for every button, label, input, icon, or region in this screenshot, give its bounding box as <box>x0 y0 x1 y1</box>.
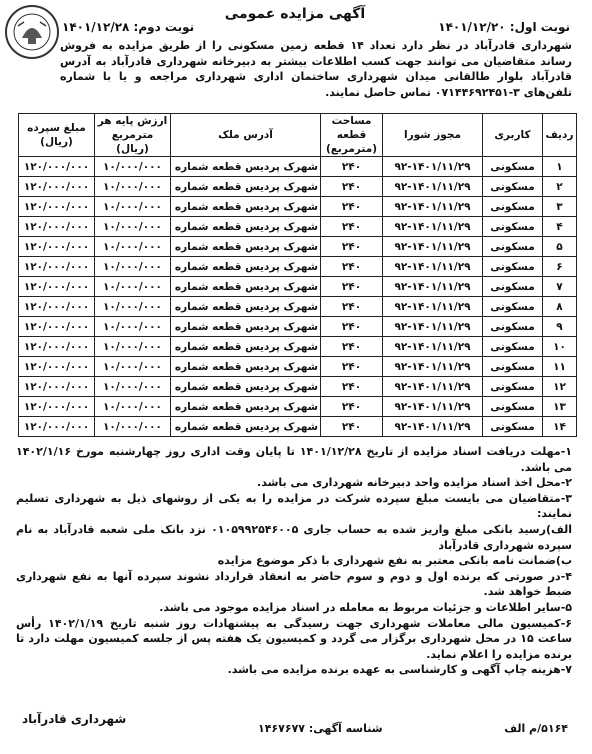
conditions-list <box>16 444 572 678</box>
condition-item: ۲-محل اخذ اسناد مزایده واحد دبیرخانه شهرداری می باشد. <box>257 476 572 490</box>
cell-row-number: ۳ <box>543 197 577 217</box>
lots-table <box>18 113 577 437</box>
header-area: مساحت قطعه (مترمربع) <box>321 114 383 157</box>
cell-row-number: ۱۲ <box>543 377 577 397</box>
cell-base-value: ۱۰/۰۰۰/۰۰۰ <box>95 177 171 197</box>
cell-area: ۲۴۰ <box>321 257 383 277</box>
cell-council-permit: ۹۲-۱۴۰۱/۱۱/۲۹ <box>383 257 483 277</box>
table-row <box>19 237 577 257</box>
condition-item: ۶-کمیسیون مالی معاملات شهرداری جهت رسیدگی به پیشنهادات روز شنبه تاریخ ۱۴۰۲/۱/۱۹ رأس ساعت ۱۵ در محل شهرداری برگزار می گردد و کمیسیون یک هفته پس از جلسه کمیسیون مهلت دارد تا برنده مزایده را اعلام نماید. <box>16 616 573 661</box>
cell-address: شهرک پردیس قطعه شماره <box>171 297 321 317</box>
table-row <box>19 217 577 237</box>
cell-deposit: ۱۲۰/۰۰۰/۰۰۰ <box>19 217 95 237</box>
cell-area: ۲۴۰ <box>321 417 383 437</box>
cell-base-value: ۱۰/۰۰۰/۰۰۰ <box>95 377 171 397</box>
cell-council-permit: ۹۲-۱۴۰۱/۱۱/۲۹ <box>383 397 483 417</box>
cell-usage: مسکونی <box>483 257 543 277</box>
cell-base-value: ۱۰/۰۰۰/۰۰۰ <box>95 297 171 317</box>
cell-usage: مسکونی <box>483 397 543 417</box>
cell-row-number: ۱۰ <box>543 337 577 357</box>
cell-address: شهرک پردیس قطعه شماره <box>171 417 321 437</box>
header-deposit: مبلغ سپرده (ریال) <box>19 114 95 157</box>
cell-usage: مسکونی <box>483 157 543 177</box>
cell-council-permit: ۹۲-۱۴۰۱/۱۱/۲۹ <box>383 317 483 337</box>
cell-council-permit: ۹۲-۱۴۰۱/۱۱/۲۹ <box>383 197 483 217</box>
cell-row-number: ۱۳ <box>543 397 577 417</box>
header-base-value: ارزش پایه هر مترمربع (ریال) <box>95 114 171 157</box>
cell-usage: مسکونی <box>483 297 543 317</box>
table-header-row <box>19 114 577 157</box>
cell-area: ۲۴۰ <box>321 337 383 357</box>
header-address: آدرس ملک <box>171 114 321 157</box>
condition-item: ۴-در صورتی که برنده اول و دوم و سوم حاضر به انعقاد قرارداد نشوند سپرده آنها به نفع شهرداری ضبط خواهد شد. <box>16 569 572 599</box>
cell-council-permit: ۹۲-۱۴۰۱/۱۱/۲۹ <box>383 217 483 237</box>
cell-base-value: ۱۰/۰۰۰/۰۰۰ <box>95 337 171 357</box>
table-row <box>19 317 577 337</box>
cell-address: شهرک پردیس قطعه شماره <box>171 317 321 337</box>
cell-address: شهرک پردیس قطعه شماره <box>171 197 321 217</box>
table-row <box>19 417 577 437</box>
condition-item: ۳-متقاضیان می بایست مبلغ سپرده شرکت در مزایده را به یکی از روشهای ذیل به شهرداری تسلیم نمایند: <box>16 491 572 521</box>
table-row <box>19 397 577 417</box>
condition-item: الف)رسید بانکی مبلغ واریز شده به حساب جاری ۰۱۰۵۹۹۲۵۴۶۰۰۵ نزد بانک ملی شعبه قادرآباد به نام سپرده شهرداری قادرآباد <box>16 522 572 552</box>
cell-address: شهرک پردیس قطعه شماره <box>171 377 321 397</box>
reference-number: ۵۱۶۴/م الف <box>504 722 568 735</box>
cell-area: ۲۴۰ <box>321 377 383 397</box>
cell-address: شهرک پردیس قطعه شماره <box>171 277 321 297</box>
cell-base-value: ۱۰/۰۰۰/۰۰۰ <box>95 397 171 417</box>
cell-council-permit: ۹۲-۱۴۰۱/۱۱/۲۹ <box>383 277 483 297</box>
cell-council-permit: ۹۲-۱۴۰۱/۱۱/۲۹ <box>383 417 483 437</box>
cell-deposit: ۱۲۰/۰۰۰/۰۰۰ <box>19 177 95 197</box>
cell-base-value: ۱۰/۰۰۰/۰۰۰ <box>95 357 171 377</box>
municipality-seal-icon <box>4 4 60 60</box>
condition-item: ۵-سایر اطلاعات و جزئیات مربوط به معامله در اسناد مزایده موجود می باشد. <box>159 600 572 614</box>
cell-usage: مسکونی <box>483 377 543 397</box>
cell-council-permit: ۹۲-۱۴۰۱/۱۱/۲۹ <box>383 337 483 357</box>
cell-row-number: ۵ <box>543 237 577 257</box>
cell-council-permit: ۹۲-۱۴۰۱/۱۱/۲۹ <box>383 177 483 197</box>
cell-deposit: ۱۲۰/۰۰۰/۰۰۰ <box>19 277 95 297</box>
condition-item: ب)ضمانت نامه بانکی معتبر به نفع شهرداری با ذکر موضوع مزایده <box>217 554 572 568</box>
cell-usage: مسکونی <box>483 357 543 377</box>
cell-deposit: ۱۲۰/۰۰۰/۰۰۰ <box>19 337 95 357</box>
cell-base-value: ۱۰/۰۰۰/۰۰۰ <box>95 197 171 217</box>
cell-row-number: ۲ <box>543 177 577 197</box>
cell-usage: مسکونی <box>483 217 543 237</box>
condition-item: ۱-مهلت دریافت اسناد مزایده از تاریخ ۱۴۰۱/۱۲/۲۸ تا پایان وقت اداری روز چهارشنبه مورخ ۱۴۰۲/۱/۱۶ می باشد. <box>16 445 572 474</box>
cell-area: ۲۴۰ <box>321 237 383 257</box>
cell-area: ۲۴۰ <box>321 317 383 337</box>
first-round-date: نوبت اول: ۱۴۰۱/۱۲/۲۰ <box>438 20 570 34</box>
cell-address: شهرک پردیس قطعه شماره <box>171 397 321 417</box>
cell-usage: مسکونی <box>483 277 543 297</box>
cell-area: ۲۴۰ <box>321 157 383 177</box>
intro-paragraph: شهرداری قادرآباد در نظر دارد تعداد ۱۴ قطعه زمین مسکونی را از طریق مزایده به فروش رساند متقاضیان می توانند جهت کسب اطلاعات بیشتر به دبیرخانه شهرداری قادرآباد به آدرس قادرآباد بلوار طالقانی میدان شهرداری ساختمان اداری شهرداری مراجعه و یا با شماره تلفن‌های ۳-۰۷۱۴۴۶۹۲۴۵۱ تماس حاصل نمایند. <box>60 39 572 99</box>
cell-deposit: ۱۲۰/۰۰۰/۰۰۰ <box>19 397 95 417</box>
header-usage: کاربری <box>483 114 543 157</box>
cell-row-number: ۴ <box>543 217 577 237</box>
cell-deposit: ۱۲۰/۰۰۰/۰۰۰ <box>19 157 95 177</box>
cell-deposit: ۱۲۰/۰۰۰/۰۰۰ <box>19 257 95 277</box>
cell-row-number: ۱ <box>543 157 577 177</box>
table-row <box>19 257 577 277</box>
cell-address: شهرک پردیس قطعه شماره <box>171 257 321 277</box>
cell-address: شهرک پردیس قطعه شماره <box>171 157 321 177</box>
condition-item: ۷-هزینه چاپ آگهی و کارشناسی به عهده برنده مزایده می باشد. <box>227 663 572 677</box>
notice-title: آگهی مزایده عمومی <box>224 6 366 22</box>
cell-base-value: ۱۰/۰۰۰/۰۰۰ <box>95 217 171 237</box>
cell-area: ۲۴۰ <box>321 277 383 297</box>
cell-address: شهرک پردیس قطعه شماره <box>171 237 321 257</box>
table-row <box>19 297 577 317</box>
cell-council-permit: ۹۲-۱۴۰۱/۱۱/۲۹ <box>383 357 483 377</box>
cell-base-value: ۱۰/۰۰۰/۰۰۰ <box>95 417 171 437</box>
cell-usage: مسکونی <box>483 317 543 337</box>
cell-usage: مسکونی <box>483 177 543 197</box>
cell-area: ۲۴۰ <box>321 197 383 217</box>
ad-id: شناسه آگهی: ۱۴۶۷۶۷۷ <box>258 722 383 735</box>
cell-address: شهرک پردیس قطعه شماره <box>171 337 321 357</box>
cell-row-number: ۶ <box>543 257 577 277</box>
table-row <box>19 157 577 177</box>
cell-usage: مسکونی <box>483 197 543 217</box>
table-row <box>19 377 577 397</box>
cell-usage: مسکونی <box>483 237 543 257</box>
cell-address: شهرک پردیس قطعه شماره <box>171 177 321 197</box>
cell-deposit: ۱۲۰/۰۰۰/۰۰۰ <box>19 377 95 397</box>
cell-address: شهرک پردیس قطعه شماره <box>171 217 321 237</box>
cell-address: شهرک پردیس قطعه شماره <box>171 357 321 377</box>
cell-base-value: ۱۰/۰۰۰/۰۰۰ <box>95 257 171 277</box>
cell-base-value: ۱۰/۰۰۰/۰۰۰ <box>95 237 171 257</box>
table-row <box>19 197 577 217</box>
cell-area: ۲۴۰ <box>321 397 383 417</box>
cell-row-number: ۸ <box>543 297 577 317</box>
cell-council-permit: ۹۲-۱۴۰۱/۱۱/۲۹ <box>383 377 483 397</box>
table-row <box>19 177 577 197</box>
cell-deposit: ۱۲۰/۰۰۰/۰۰۰ <box>19 237 95 257</box>
cell-deposit: ۱۲۰/۰۰۰/۰۰۰ <box>19 417 95 437</box>
header-council-permit: مجوز شورا <box>383 114 483 157</box>
cell-area: ۲۴۰ <box>321 177 383 197</box>
header-row-number: ردیف <box>543 114 577 157</box>
cell-base-value: ۱۰/۰۰۰/۰۰۰ <box>95 317 171 337</box>
cell-council-permit: ۹۲-۱۴۰۱/۱۱/۲۹ <box>383 237 483 257</box>
second-round-date: نوبت دوم: ۱۴۰۱/۱۲/۲۸ <box>62 20 195 34</box>
cell-deposit: ۱۲۰/۰۰۰/۰۰۰ <box>19 297 95 317</box>
signature: شهرداری قادرآباد <box>22 712 127 726</box>
cell-usage: مسکونی <box>483 337 543 357</box>
table-row <box>19 277 577 297</box>
cell-row-number: ۱۱ <box>543 357 577 377</box>
table-row <box>19 357 577 377</box>
cell-row-number: ۹ <box>543 317 577 337</box>
cell-base-value: ۱۰/۰۰۰/۰۰۰ <box>95 277 171 297</box>
table-row <box>19 337 577 357</box>
cell-deposit: ۱۲۰/۰۰۰/۰۰۰ <box>19 357 95 377</box>
cell-council-permit: ۹۲-۱۴۰۱/۱۱/۲۹ <box>383 297 483 317</box>
cell-area: ۲۴۰ <box>321 217 383 237</box>
cell-base-value: ۱۰/۰۰۰/۰۰۰ <box>95 157 171 177</box>
cell-deposit: ۱۲۰/۰۰۰/۰۰۰ <box>19 197 95 217</box>
cell-area: ۲۴۰ <box>321 297 383 317</box>
cell-row-number: ۷ <box>543 277 577 297</box>
cell-deposit: ۱۲۰/۰۰۰/۰۰۰ <box>19 317 95 337</box>
cell-row-number: ۱۴ <box>543 417 577 437</box>
cell-area: ۲۴۰ <box>321 357 383 377</box>
cell-council-permit: ۹۲-۱۴۰۱/۱۱/۲۹ <box>383 157 483 177</box>
cell-usage: مسکونی <box>483 417 543 437</box>
